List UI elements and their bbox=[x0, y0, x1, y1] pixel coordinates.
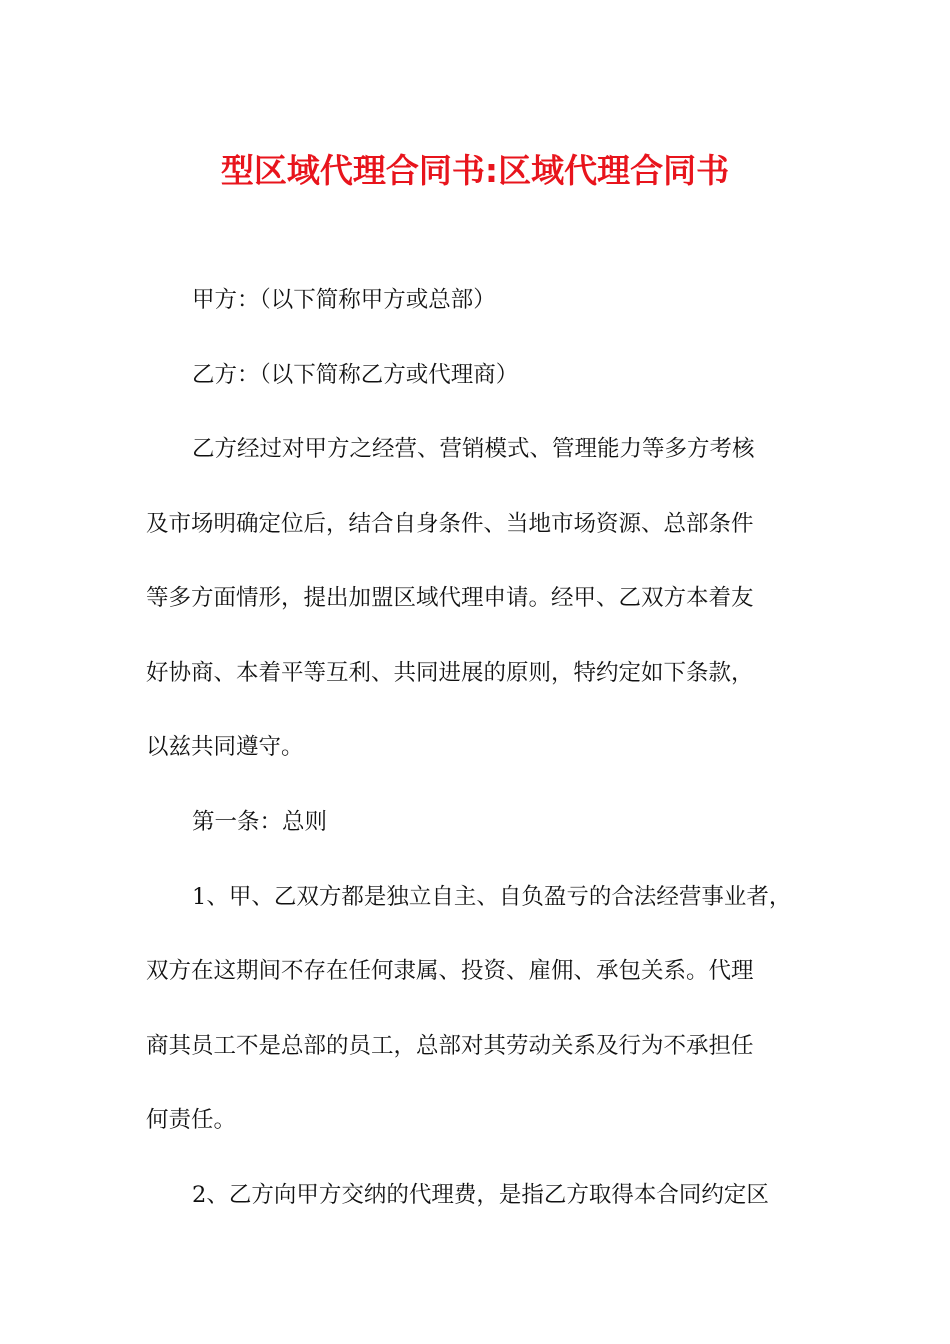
preamble-line: 及市场明确定位后，结合自身条件、当地市场资源、总部条件 bbox=[146, 511, 754, 537]
preamble-line: 好协商、本着平等互利、共同进展的原则，特约定如下条款， bbox=[146, 660, 754, 686]
party-a-line: 甲方：（以下简称甲方或总部） bbox=[192, 287, 496, 313]
article-heading: 第一条：总则 bbox=[192, 809, 328, 835]
clause-line: 1、甲、乙双方都是独立自主、自负盈亏的合法经营事业者， bbox=[192, 884, 792, 910]
preamble-line: 以兹共同遵守。 bbox=[146, 734, 304, 760]
party-b-line: 乙方：（以下简称乙方或代理商） bbox=[192, 362, 519, 388]
clause-line: 2、乙方向甲方交纳的代理费，是指乙方取得本合同约定区 bbox=[192, 1182, 769, 1208]
clause-line: 双方在这期间不存在任何隶属、投资、雇佣、承包关系。代理 bbox=[146, 958, 754, 984]
document-title: 型区域代理合同书:区域代理合同书 bbox=[220, 151, 730, 190]
preamble-line: 乙方经过对甲方之经营、营销模式、管理能力等多方考核 bbox=[192, 436, 755, 462]
preamble-line: 等多方面情形，提出加盟区域代理申请。经甲、乙双方本着友 bbox=[146, 585, 754, 611]
clause-line: 何责任。 bbox=[146, 1107, 237, 1133]
clause-line: 商其员工不是总部的员工，总部对其劳动关系及行为不承担任 bbox=[146, 1033, 754, 1059]
